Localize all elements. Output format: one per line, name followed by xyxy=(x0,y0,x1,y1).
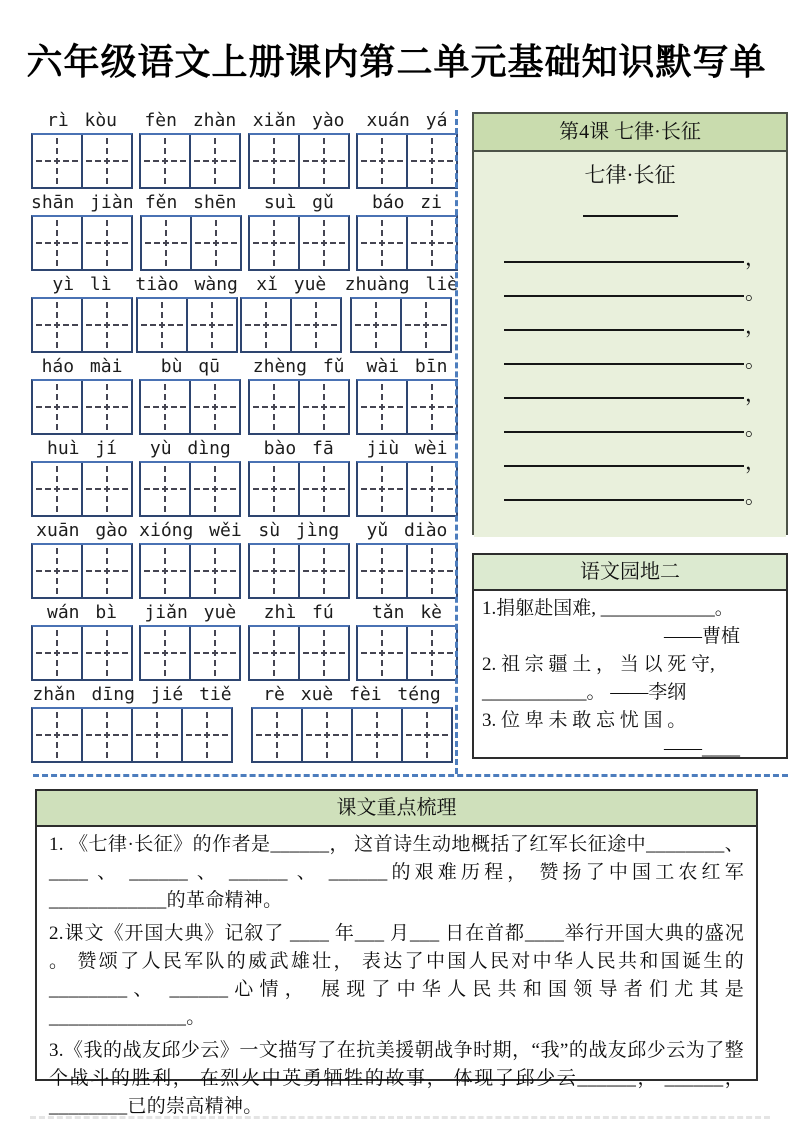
grid-cell xyxy=(33,463,81,515)
writing-grid xyxy=(136,297,238,353)
pinyin-word-group xyxy=(240,272,342,354)
pinyin-word-group xyxy=(248,354,350,436)
summary-item: 2.课文《开国大典》记叙了 ____ 年___ 月___ 日在首都____举行开国大典的盛况 。 赞颂了人民军队的威武雄壮， 表达了中国人民对中华人民共和国诞生的________、 ______心情， 展现了中华人民共和国领导者们尤其是______________。 xyxy=(49,923,744,1028)
grid-cell xyxy=(189,381,239,433)
grid-cell xyxy=(141,545,189,597)
poem-punctuation: 。 xyxy=(745,280,766,304)
poem-punctuation: ， xyxy=(745,246,766,270)
summary-item: 1. 《七律·长征》的作者是______， 这首诗生动地概括了红军长征途中________、 ____ 、 ______ 、 ______ 、 ______的艰难历程， 赞扬了中国工农红军____________的革命精神。 xyxy=(49,834,744,911)
pinyin-label: zhì fú xyxy=(263,602,334,623)
pinyin-label: xuán yá xyxy=(366,110,448,131)
pinyin-word-group xyxy=(356,600,458,682)
poem-title: 七律·长征 xyxy=(584,163,676,187)
grid-cell xyxy=(358,545,406,597)
garden-line: 3. 位 卑 未 敢 忘 忧 国 。 xyxy=(482,710,687,731)
pinyin-label: xǐ yuè xyxy=(256,274,327,295)
pinyin-word-group xyxy=(251,682,453,764)
pinyin-word-group xyxy=(31,190,134,272)
grid-cell xyxy=(33,709,81,761)
grid-cell xyxy=(131,709,181,761)
pinyin-label: wán bì xyxy=(46,602,118,623)
garden-line: 1.捐躯赴国难, ____________。 xyxy=(482,598,734,619)
pinyin-label: yù dìng xyxy=(149,438,231,459)
grid-cell xyxy=(406,463,456,515)
pinyin-label: fèn zhàn xyxy=(144,110,237,131)
column-divider-vertical xyxy=(455,110,458,774)
pinyin-word-group xyxy=(356,436,458,518)
poem-blank-line xyxy=(504,465,744,467)
grid-cell xyxy=(142,217,190,269)
pinyin-label: bào fā xyxy=(263,438,334,459)
grid-cell xyxy=(290,299,340,351)
pinyin-label: suì gǔ xyxy=(263,192,334,213)
grid-cell xyxy=(358,627,406,679)
summary-item: 3.《我的战友邱少云》一文描写了在抗美援朝战争时期，“我”的战友邱少云为了整个战斗的胜利， 在烈火中英勇牺牲的故事， 体现了邱少云______， ______， ________已的崇高精神。 xyxy=(49,1040,744,1117)
cutoff-next-page-text xyxy=(30,1116,770,1119)
pinyin-label: báo zi xyxy=(371,192,442,213)
grid-cell xyxy=(406,545,456,597)
grid-cell xyxy=(33,299,81,351)
garden-line: 2. 祖 宗 疆 土 ， 当 以 死 守, ___________。 ——李纲 xyxy=(482,654,720,703)
grid-cell xyxy=(298,381,348,433)
grid-cell xyxy=(406,627,456,679)
grid-cell xyxy=(253,709,301,761)
grid-cell xyxy=(81,299,131,351)
grid-cell xyxy=(406,381,456,433)
pinyin-label: zhèng fǔ xyxy=(252,356,345,377)
grid-cell xyxy=(33,217,81,269)
grid-cell xyxy=(401,709,451,761)
pinyin-label: wài bīn xyxy=(366,356,448,377)
pinyin-label: xióng wěi xyxy=(139,520,242,541)
writing-grid xyxy=(248,461,350,517)
grid-cell xyxy=(33,545,81,597)
writing-grid xyxy=(240,297,342,353)
pinyin-word-group xyxy=(248,600,350,682)
pinyin-label: rè xuè fèi téng xyxy=(263,684,441,705)
pinyin-word-group xyxy=(139,600,241,682)
pinyin-word-group xyxy=(31,272,133,354)
poem-blank-line xyxy=(504,397,744,399)
poem-line xyxy=(474,369,786,406)
pinyin-row xyxy=(31,518,458,600)
grid-cell xyxy=(358,381,406,433)
grid-cell xyxy=(189,545,239,597)
pinyin-word-group xyxy=(139,108,241,190)
grid-cell xyxy=(250,627,298,679)
pinyin-label: háo mài xyxy=(41,356,123,377)
grid-cell xyxy=(81,709,131,761)
pinyin-label: yì lì xyxy=(52,274,112,295)
writing-grid xyxy=(139,461,241,517)
grid-cell xyxy=(189,627,239,679)
pinyin-label: zhuàng liè xyxy=(344,274,458,295)
grid-cell xyxy=(250,463,298,515)
writing-grid xyxy=(356,543,458,599)
pinyin-word-group xyxy=(248,518,350,600)
grid-cell xyxy=(181,709,231,761)
poem-line xyxy=(474,267,786,304)
writing-grid xyxy=(248,543,350,599)
pinyin-word-group xyxy=(31,354,133,436)
pinyin-label: sù jìng xyxy=(258,520,340,541)
grid-cell xyxy=(298,545,348,597)
poem-line xyxy=(474,471,786,508)
grid-cell xyxy=(400,299,450,351)
grid-cell xyxy=(406,135,456,187)
writing-grid xyxy=(356,625,458,681)
grid-cell xyxy=(81,627,131,679)
grid-cell xyxy=(301,709,351,761)
garden-panel-header: 语文园地二 xyxy=(474,555,786,591)
grid-cell xyxy=(81,135,131,187)
pinyin-word-group xyxy=(356,354,458,436)
poem-punctuation: ， xyxy=(745,382,766,406)
writing-grid xyxy=(31,215,133,271)
grid-cell xyxy=(250,545,298,597)
pinyin-word-group xyxy=(345,272,458,354)
grid-cell xyxy=(351,709,401,761)
pinyin-label: zhǎn dīng jié tiě xyxy=(32,684,232,705)
pinyin-label: rì kòu xyxy=(46,110,118,131)
writing-grid xyxy=(140,215,242,271)
poem-punctuation: 。 xyxy=(745,416,766,440)
writing-grid xyxy=(248,625,350,681)
writing-grid xyxy=(31,133,133,189)
grid-cell xyxy=(81,217,131,269)
poem-blank-line xyxy=(504,363,744,365)
poem-lines xyxy=(474,233,786,508)
grid-cell xyxy=(358,217,406,269)
garden-panel-body xyxy=(474,591,786,763)
grid-cell xyxy=(81,381,131,433)
pinyin-word-group xyxy=(248,108,350,190)
grid-cell xyxy=(298,217,348,269)
pinyin-row xyxy=(31,190,458,272)
grid-cell xyxy=(358,135,406,187)
writing-grid xyxy=(31,707,233,763)
summary-panel-header: 课文重点梳理 xyxy=(37,791,756,827)
pinyin-label: yǔ diào xyxy=(366,520,448,541)
garden-line: ——曹植 xyxy=(663,626,740,647)
poem-line xyxy=(474,437,786,474)
pinyin-word-group xyxy=(139,436,241,518)
poem-line xyxy=(474,301,786,338)
writing-grid xyxy=(31,625,133,681)
grid-cell xyxy=(141,381,189,433)
pinyin-label: xuān gào xyxy=(36,520,128,541)
pinyin-label: bù qū xyxy=(160,356,220,377)
writing-grid xyxy=(139,625,241,681)
pinyin-label: jiǎn yuè xyxy=(144,602,237,623)
poem-author-blank-line xyxy=(583,215,678,217)
poem-blank-line xyxy=(504,431,744,433)
poem-line xyxy=(474,233,786,270)
grid-cell xyxy=(352,299,400,351)
pinyin-label: tǎn kè xyxy=(371,602,442,623)
summary-panel-body xyxy=(37,827,756,1121)
poem-punctuation: 。 xyxy=(745,484,766,508)
pinyin-word-group xyxy=(31,108,133,190)
pinyin-row xyxy=(31,272,458,354)
grid-cell xyxy=(33,381,81,433)
writing-grid xyxy=(356,461,458,517)
grid-cell xyxy=(406,217,456,269)
grid-cell xyxy=(358,463,406,515)
writing-grid xyxy=(350,297,452,353)
grid-cell xyxy=(138,299,186,351)
writing-grid xyxy=(248,379,350,435)
grid-cell xyxy=(186,299,236,351)
lesson-panel-header: 第4课 七律·长征 xyxy=(474,114,786,152)
pinyin-row xyxy=(31,354,458,436)
grid-cell xyxy=(250,135,298,187)
grid-cell xyxy=(33,627,81,679)
grid-cell xyxy=(250,381,298,433)
writing-grid xyxy=(248,133,350,189)
poem-line xyxy=(474,403,786,440)
grid-cell xyxy=(190,217,240,269)
pinyin-word-group xyxy=(31,682,233,764)
poem-punctuation: 。 xyxy=(745,348,766,372)
grid-cell xyxy=(189,135,239,187)
pinyin-label: shān jiàn xyxy=(31,192,134,213)
pinyin-word-group xyxy=(31,518,133,600)
poem-blank-line xyxy=(504,329,744,331)
grid-cell xyxy=(33,135,81,187)
writing-grid xyxy=(31,543,133,599)
pinyin-word-group xyxy=(31,436,133,518)
pinyin-row xyxy=(31,108,458,190)
writing-grid xyxy=(251,707,453,763)
pinyin-word-group xyxy=(135,272,238,354)
grid-cell xyxy=(298,135,348,187)
page-title: 六年级语文上册课内第二单元基础知识默写单 xyxy=(26,42,767,82)
grid-cell xyxy=(298,463,348,515)
poem-blank-line xyxy=(504,499,744,501)
pinyin-word-group xyxy=(356,108,458,190)
pinyin-word-group xyxy=(356,190,458,272)
section-divider-horizontal xyxy=(33,774,788,777)
garden-panel xyxy=(472,553,788,759)
grid-cell xyxy=(141,135,189,187)
pinyin-word-group xyxy=(139,354,241,436)
writing-grid xyxy=(139,133,241,189)
garden-line: ——____ xyxy=(664,738,740,759)
pinyin-label: jiù wèi xyxy=(366,438,448,459)
pinyin-label: fěn shēn xyxy=(144,192,237,213)
grid-cell xyxy=(189,463,239,515)
grid-cell xyxy=(141,463,189,515)
poem-punctuation: ， xyxy=(745,314,766,338)
pinyin-row xyxy=(31,682,458,764)
writing-grid xyxy=(248,215,350,271)
lesson-panel xyxy=(472,112,788,535)
poem-punctuation: ， xyxy=(745,450,766,474)
pinyin-row xyxy=(31,600,458,682)
writing-grid xyxy=(31,461,133,517)
writing-grid xyxy=(31,297,133,353)
writing-grid xyxy=(356,133,458,189)
writing-grid xyxy=(139,543,241,599)
pinyin-label: tiào wàng xyxy=(135,274,238,295)
pinyin-word-group xyxy=(31,600,133,682)
pinyin-row xyxy=(31,436,458,518)
grid-cell xyxy=(242,299,290,351)
pinyin-label: huì jí xyxy=(46,438,118,459)
pinyin-word-group xyxy=(139,518,242,600)
grid-cell xyxy=(141,627,189,679)
grid-cell xyxy=(81,463,131,515)
dictation-grid-section xyxy=(31,108,458,764)
pinyin-word-group xyxy=(356,518,458,600)
writing-grid xyxy=(356,215,458,271)
pinyin-word-group xyxy=(248,190,350,272)
poem-blank-line xyxy=(504,295,744,297)
pinyin-word-group xyxy=(248,436,350,518)
writing-grid xyxy=(356,379,458,435)
summary-panel xyxy=(35,789,758,1117)
pinyin-label: xiǎn yào xyxy=(252,110,345,131)
poem-blank-line xyxy=(504,261,744,263)
lesson-panel-body xyxy=(474,152,786,537)
pinyin-word-group xyxy=(140,190,242,272)
grid-cell xyxy=(298,627,348,679)
poem-line xyxy=(474,335,786,372)
grid-cell xyxy=(81,545,131,597)
writing-grid xyxy=(139,379,241,435)
grid-cell xyxy=(250,217,298,269)
writing-grid xyxy=(31,379,133,435)
